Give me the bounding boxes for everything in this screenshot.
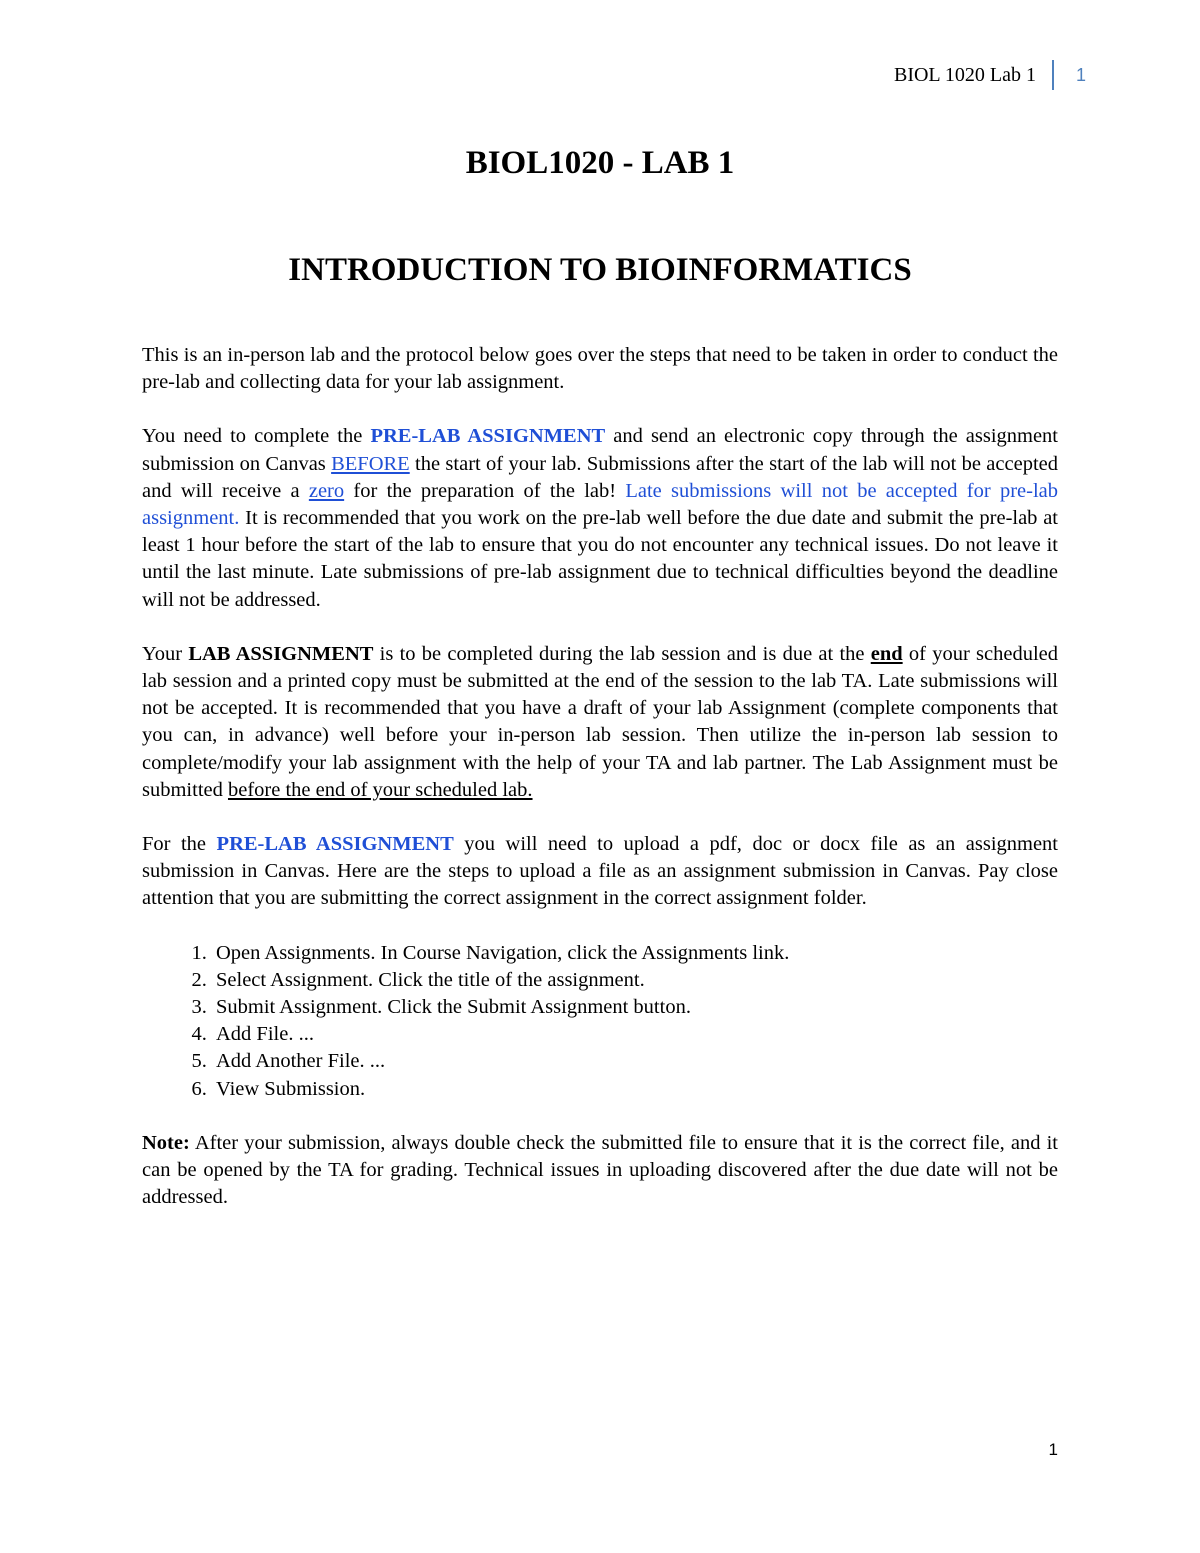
list-item: 1. Open Assignments. In Course Navigation, click the Assignments link. <box>212 940 1058 967</box>
prelab-text-5: It is recommended that you work on the pre-lab well before the due date and submit the pre-lab at least 1 hour before the start of the lab to ensure that you do not encounter any technical issues. Do not leave it until the last minute. Late submissions of pre-lab assignment due to technical difficulties beyond the deadline will not be addressed. <box>142 507 1058 611</box>
list-item: 3. Submit Assignment. Click the Submit Assignment button. <box>212 994 1058 1021</box>
prelab-text-3: the start of your lab. Submissions after the start of the lab will not be accepted and will receive a <box>142 452 1058 502</box>
lab-text-2: is to be completed during the lab session and is due at the <box>373 642 871 665</box>
document-body <box>142 342 1058 1238</box>
document-subtitle: INTRODUCTION TO BIOINFORMATICS <box>288 252 912 288</box>
deadline-underline: before the end of your scheduled lab. <box>227 778 533 801</box>
prelab-assignment-highlight-2: PRE-LAB ASSIGNMENT <box>216 833 454 856</box>
list-item: 5. Add Another File. ... <box>212 1048 1058 1075</box>
page-header <box>894 60 1096 90</box>
document-title: BIOL1020 - LAB 1 <box>465 145 735 181</box>
intro-paragraph: This is an in-person lab and the protocol below goes over the steps that need to be taken in order to conduct the pre-lab and collecting data for your lab assignment. <box>142 344 1058 394</box>
prelab-text-1: You need to complete the <box>142 425 371 448</box>
list-item: 6. View Submission. <box>212 1076 1058 1103</box>
upload-steps-list <box>142 940 1058 1103</box>
prelab-text-4: for the preparation of the lab! <box>344 479 626 502</box>
upload-text-2: you will need to upload a pdf, doc or docx file as an assignment submission in Canvas. Here are the steps to upload a file as an assignment submission in Canvas. Pay close attention that you are submitting the correct assignment in the correct assignment folder. <box>142 833 1059 910</box>
lab-assignment-paragraph <box>142 641 1058 804</box>
end-emphasis: end <box>870 642 903 665</box>
prelab-text-2: and send an electronic copy through the assignment submission on Canvas <box>142 425 1059 475</box>
upload-paragraph <box>142 831 1058 913</box>
footer-page-number: 1 <box>1048 1440 1058 1459</box>
prelab-assignment-highlight: PRE-LAB ASSIGNMENT <box>370 425 606 448</box>
list-item: 4. Add File. ... <box>212 1021 1058 1048</box>
late-submissions-highlight: Late submissions will not be accepted for pre-lab assignment. <box>142 479 1058 530</box>
upload-text-1: For the <box>142 833 217 856</box>
list-item: 2. Select Assignment. Click the title of the assignment. <box>212 967 1058 994</box>
zero-link-text: zero <box>308 479 345 502</box>
header-page-number: 1 <box>1076 65 1087 85</box>
header-course-title: BIOL 1020 Lab 1 <box>893 64 1036 86</box>
lab-text-1: Your <box>142 642 189 665</box>
note-text: After your submission, always double check the submitted file to ensure that it is the correct file, and it can be opened by the TA for grading. Technical issues in uploading discovered after the due date will not be addressed. <box>142 1131 1058 1209</box>
note-label: Note: <box>142 1131 190 1154</box>
note-paragraph <box>142 1130 1058 1212</box>
prelab-paragraph <box>142 423 1058 613</box>
lab-assignment-bold: LAB ASSIGNMENT <box>188 642 374 665</box>
before-link-text: BEFORE <box>331 452 410 475</box>
lab-text-3: of your scheduled lab session and a printed copy must be submitted at the end of the session to the lab TA. Late submissions will not be accepted. It is recommended that you have a draft of your lab Assignment (complete components that you can, in advance) well before your in-person lab session. Then utilize the in-person lab session to complete/modify your lab assignment with the help of your TA and lab partner. The Lab Assignment must be submitted <box>142 642 1058 801</box>
